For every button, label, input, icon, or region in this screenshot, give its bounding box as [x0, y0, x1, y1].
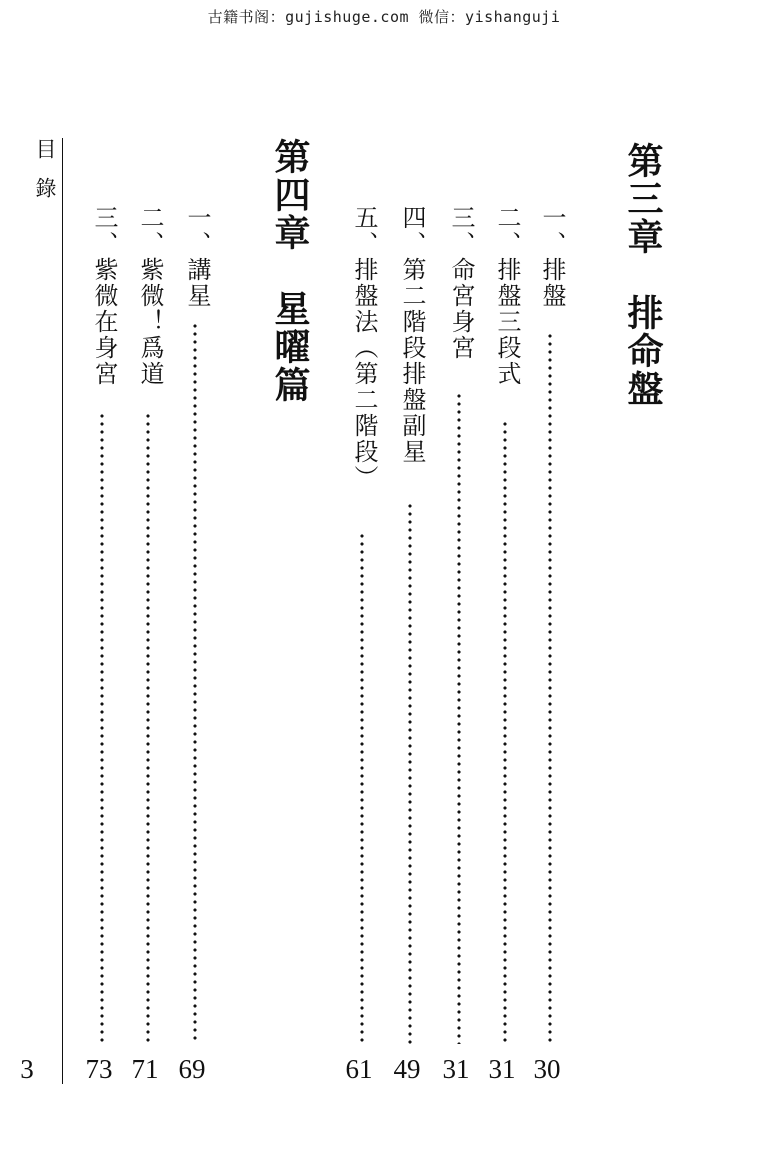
toc-page-number: 61 — [345, 1054, 373, 1084]
toc-page-number: 30 — [533, 1054, 561, 1084]
toc-entry-text: 二、紫微！爲道 — [136, 205, 164, 387]
watermark: 古籍书阁：gujishuge.com 微信：yishanguji — [207, 8, 561, 26]
toc-entry-text: 一、講星 — [183, 205, 211, 309]
dot-leader — [100, 412, 104, 1044]
page-number: 3 — [20, 1054, 34, 1084]
dot-leader — [146, 412, 150, 1044]
dot-leader — [360, 532, 364, 1044]
dot-leader — [193, 322, 197, 1044]
margin-rule — [62, 138, 63, 1084]
toc-page-number: 73 — [85, 1054, 113, 1084]
toc-page-number: 69 — [178, 1054, 206, 1084]
dot-leader — [548, 332, 552, 1044]
toc-page-number: 31 — [488, 1054, 516, 1084]
toc-entry-text: 一、排盤 — [538, 205, 566, 309]
chapter-3-title: 第三章 排命盤 — [622, 142, 663, 408]
toc-page-number: 31 — [442, 1054, 470, 1084]
toc-entry-text: 三、紫微在身宮 — [90, 205, 118, 387]
toc-entry-text: 五、排盤法（第二階段） — [350, 205, 378, 491]
dot-leader — [408, 502, 412, 1044]
toc-entry-text: 二、排盤三段式 — [493, 205, 521, 387]
toc-entry-text: 三、命宮身宮 — [447, 205, 475, 361]
toc-page-number: 71 — [131, 1054, 159, 1084]
chapter-4-title: 第四章 星曜篇 — [269, 138, 310, 404]
toc-entry-text: 四、第二階段排盤副星 — [398, 205, 426, 465]
dot-leader — [457, 392, 461, 1044]
toc-page-number: 49 — [393, 1054, 421, 1084]
side-label: 目錄 — [33, 138, 57, 216]
dot-leader — [503, 420, 507, 1044]
